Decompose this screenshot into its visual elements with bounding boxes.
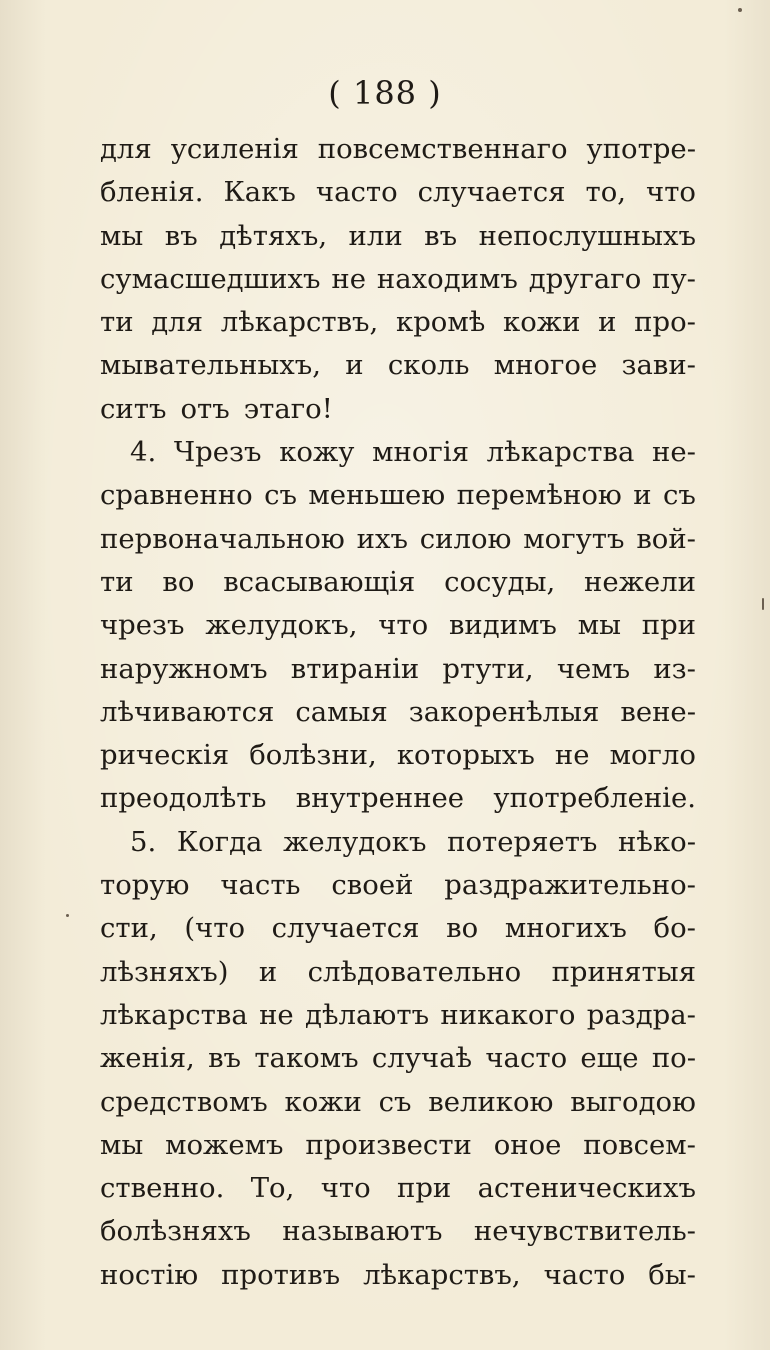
ink-speck <box>762 598 764 610</box>
numbered-paragraph-start: 4. Чрезъ кожу многія лѣкарства не- <box>130 436 696 469</box>
text-line: болѣзняхъ называютъ нечувствитель- <box>100 1215 696 1248</box>
text-line: мы въ дѣтяхъ, или въ непослушныхъ <box>100 219 696 252</box>
text-line: ственно. То, что при астеническихъ <box>100 1172 696 1205</box>
text-line: женія, въ такомъ случаѣ часто еще по- <box>100 1042 696 1075</box>
text-line: сти, (что случается во многихъ бо- <box>100 912 696 945</box>
text-line: для усиленія повсемственнаго употре- <box>100 133 696 165</box>
text-line: первоначальною ихъ силою могутъ вой- <box>100 522 696 555</box>
text-line: ти для лѣкарствъ, кромѣ кожи и про- <box>100 306 696 339</box>
numbered-paragraph-start: 5. Когда желудокъ потеряетъ нѣко- <box>130 825 696 858</box>
text-line: сумасшедшихъ не находимъ другаго пу- <box>100 262 696 295</box>
text-line: ти во всасывающія сосуды, нежели <box>100 565 696 598</box>
paragraph-end-line: преодолѣть внутреннее употребленіе. <box>100 782 696 815</box>
text-line: мывательныхъ, и сколь многое зави- <box>100 349 696 382</box>
text-line: чрезъ желудокъ, что видимъ мы при <box>100 609 696 642</box>
text-line: торую часть своей раздражительно- <box>100 869 696 902</box>
text-line: лѣзняхъ) и слѣдовательно принятыя <box>100 955 696 988</box>
ink-speck <box>738 8 742 12</box>
text-line: наружномъ втираніи ртути, чемъ из- <box>100 652 696 685</box>
body-text <box>100 128 696 1297</box>
text-line: ностію противъ лѣкарствъ, часто бы- <box>100 1258 696 1291</box>
text-line: лѣкарства не дѣлаютъ никакого раздра- <box>100 998 696 1031</box>
text-line: лѣчиваются самыя закоренѣлыя вене- <box>100 695 696 728</box>
text-line: рическія болѣзни, которыхъ не могло <box>100 739 696 772</box>
text-line: сравненно съ меньшею перемѣною и съ <box>100 479 696 512</box>
paragraph-end-line: ситъ отъ этаго! <box>100 392 333 425</box>
page-number: ( 188 ) <box>328 74 442 112</box>
ink-speck <box>66 914 69 917</box>
text-line: бленія. Какъ часто случается то, что <box>100 176 696 209</box>
text-line: мы можемъ произвести оное повсем- <box>100 1128 696 1161</box>
text-line: средствомъ кожи съ великою выгодою <box>100 1085 696 1118</box>
